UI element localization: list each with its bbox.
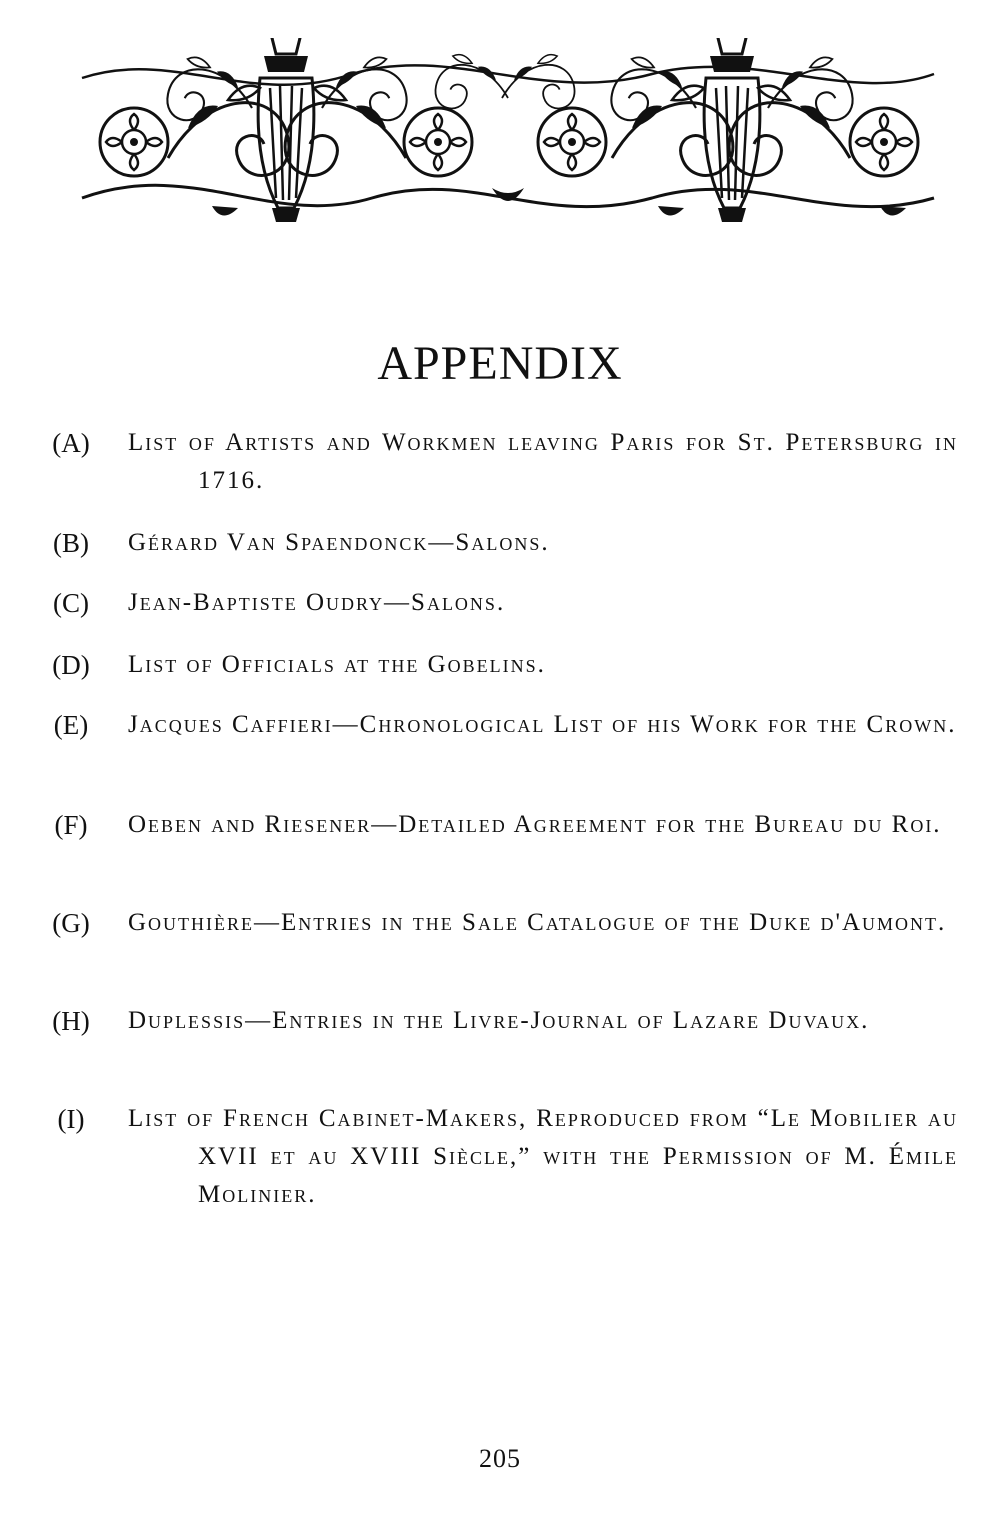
entry-letter: (H)	[52, 1006, 90, 1036]
entry-letter: (C)	[53, 588, 89, 618]
entry-text: List of Officials at the Gobelins.	[128, 651, 546, 678]
floral-scroll-headpiece-icon	[72, 38, 944, 224]
entry-letter: (G)	[52, 908, 90, 938]
entry-letter: (E)	[53, 710, 89, 740]
entry-text: Gouthière—Entries in the Sale Catalogue of the Duke d'Aumont.	[128, 909, 947, 936]
entry-text: List of Artists and Workmen leaving Paris for St. Petersburg in 1716.	[128, 429, 958, 494]
entry-text: Jean-Baptiste Oudry—Salons.	[128, 589, 506, 616]
entry-text: List of French Cabinet-Makers, Reproduced from “Le Mobilier au XVII et au XVIII Siècle,” with the Permission of M. Émile Molinier.	[128, 1105, 958, 1208]
entry-letter: (D)	[52, 650, 90, 680]
entry-text: Gérard Van Spaendonck—Salons.	[128, 529, 550, 556]
entry-letter: (A)	[52, 428, 90, 458]
entry-letter: (B)	[53, 528, 89, 558]
entry-letter: (I)	[57, 1104, 85, 1134]
entry-text: Oeben and Riesener—Detailed Agreement for the Bureau du Roi.	[128, 811, 942, 838]
entry-text: Jacques Caffieri—Chronological List of his Work for the Crown.	[128, 711, 957, 738]
page-title: APPENDIX	[377, 337, 623, 390]
page-number: 205	[479, 1444, 521, 1473]
entry-letter: (F)	[54, 810, 88, 840]
entry-text: Duplessis—Entries in the Livre-Journal of Lazare Duvaux.	[128, 1007, 870, 1034]
